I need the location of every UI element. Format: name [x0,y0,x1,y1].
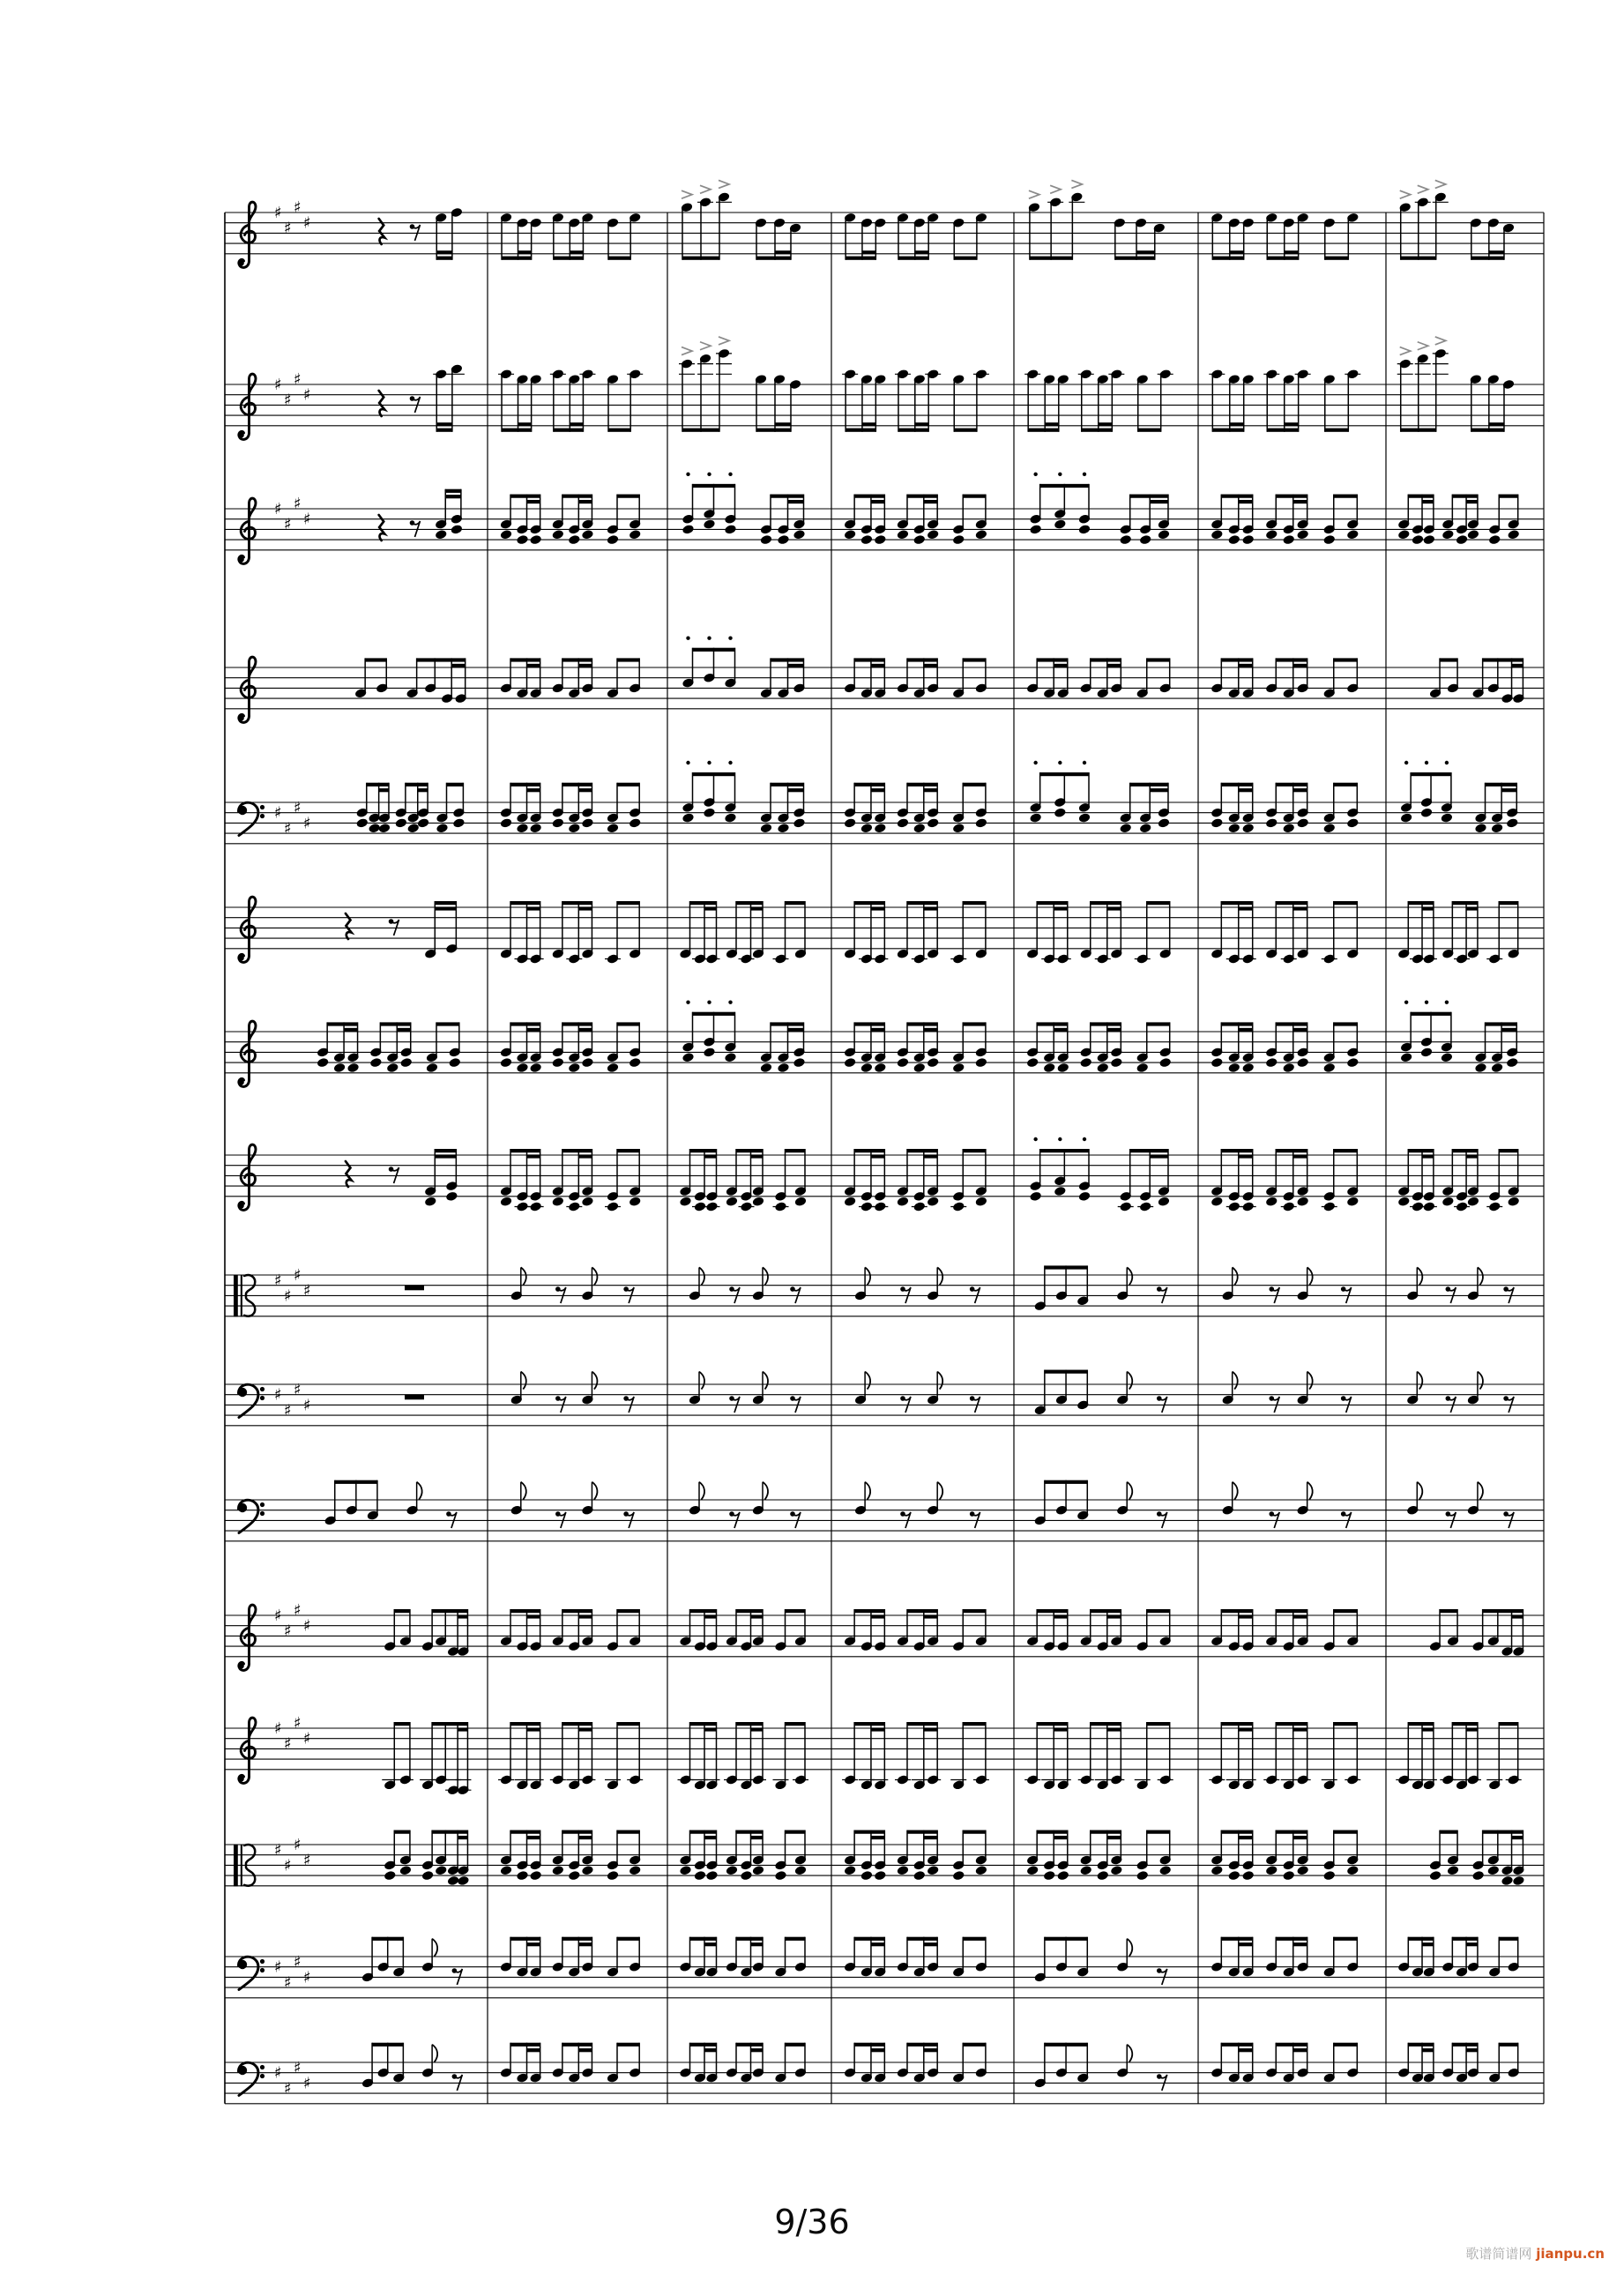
svg-text:♯: ♯ [303,385,311,405]
svg-text:♯: ♯ [294,1714,302,1733]
svg-text:♯: ♯ [284,1856,292,1875]
svg-text:♯: ♯ [274,1385,282,1405]
svg-text:♯: ♯ [274,1957,282,1977]
svg-text:♯: ♯ [274,803,282,823]
svg-text:♯: ♯ [303,1851,311,1870]
watermark [1465,2248,1605,2261]
svg-text:♯: ♯ [303,814,311,833]
svg-text:♯: ♯ [294,2058,302,2077]
svg-text:♯: ♯ [303,2074,311,2093]
svg-text:♯: ♯ [284,1973,292,1993]
svg-text:♯: ♯ [303,1281,311,1301]
svg-text:♯: ♯ [303,213,311,233]
svg-text:♯: ♯ [284,819,292,839]
svg-text:♯: ♯ [284,1286,292,1306]
svg-text:♯: ♯ [303,510,311,529]
svg-text:♯: ♯ [294,495,302,514]
svg-text:♯: ♯ [284,515,292,534]
svg-text:♯: ♯ [274,204,282,222]
svg-text:♯: ♯ [294,1266,302,1285]
svg-text:♯: ♯ [284,219,292,238]
svg-text:♯: ♯ [284,1734,292,1754]
page-indicator: 9/36 [774,2203,850,2241]
svg-text:♯: ♯ [284,391,292,410]
svg-text:♯: ♯ [294,198,302,218]
svg-text:♯: ♯ [294,1601,302,1621]
svg-text:♯: ♯ [274,1271,282,1290]
svg-text:♯: ♯ [303,1968,311,1987]
svg-text:♯: ♯ [294,1380,302,1399]
svg-text:♯: ♯ [284,1622,292,1641]
svg-text:♯: ♯ [274,1719,282,1738]
watermark-site-name: 歌谱简谱网 [1465,2246,1532,2262]
svg-text:♯: ♯ [294,1952,302,1972]
svg-text:♯: ♯ [294,370,302,390]
svg-text:♯: ♯ [303,1729,311,1748]
svg-text:♯: ♯ [274,2063,282,2083]
svg-text:♯: ♯ [294,798,302,817]
svg-text:♯: ♯ [274,376,282,394]
svg-text:♯: ♯ [274,500,282,518]
svg-text:♯: ♯ [274,1840,282,1860]
watermark-site-domain: jianpu.cn [1536,2246,1605,2262]
svg-text:♯: ♯ [303,1616,311,1636]
svg-text:♯: ♯ [284,1401,292,1420]
svg-text:♯: ♯ [303,1396,311,1415]
svg-text:♯: ♯ [284,2079,292,2099]
svg-text:♯: ♯ [294,1836,302,1854]
svg-text:♯: ♯ [274,1607,282,1625]
